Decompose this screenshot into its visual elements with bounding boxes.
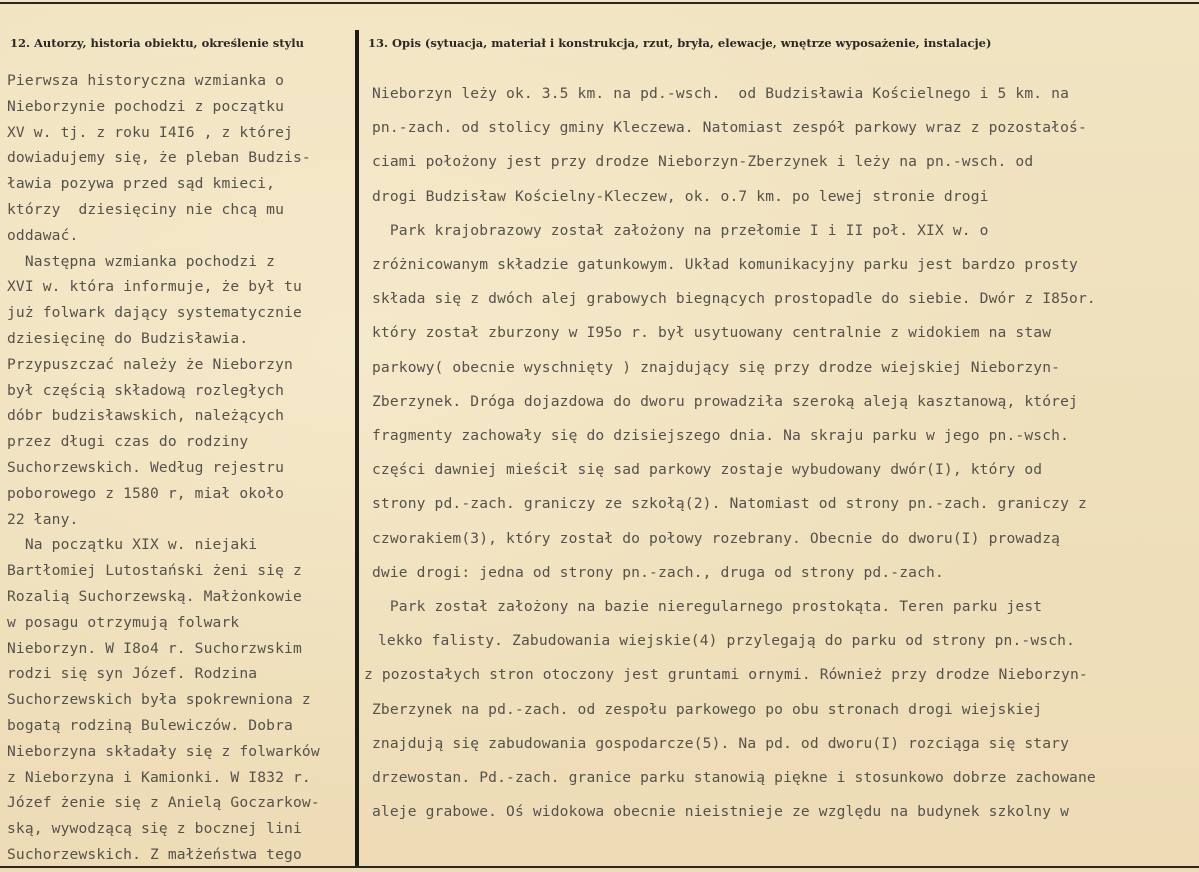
column-divider: [355, 30, 359, 868]
description-line: Park został założony na bazie nieregularnego prostokąta. Teren parku jest: [372, 598, 1043, 615]
description-line: dwie drogi: jedna od strony pn.-zach., druga od strony pd.-zach.: [372, 563, 944, 581]
history-line: oddawać.: [7, 226, 79, 244]
history-line: Przypuszczać należy że Nieborzyn: [7, 355, 293, 373]
history-line: 22 łany.: [7, 510, 79, 528]
description-line: Park krajobrazowy został założony na przełomie I i II poł. XIX w. o: [372, 221, 989, 239]
bottom-rule: [0, 866, 1199, 868]
history-line: Bartłomiej Lutostański żeni się z: [7, 562, 302, 580]
history-line: Nieborzyn. W I8o4 r. Suchorzwskim: [7, 639, 302, 657]
history-line: Józef żenie się z Anielą Goczarkow-: [7, 794, 320, 812]
section-13-header: 13. Opis (sytuacja, materiał i konstrukcja, rzut, bryła, elewacje, wnętrze wyposażenie, instalacje): [368, 36, 992, 50]
description-line: który został zburzony w I95o r. był usytuowany centralnie z widokiem na staw: [372, 324, 1052, 342]
description-line: zróżnicowanym składzie gatunkowym. Układ komunikacyjny parku jest bardzo prosty: [372, 256, 1078, 273]
history-line: Pierwsza historyczna wzmianka o: [7, 72, 285, 89]
history-line: ską, wywodzącą się z bocznej lini: [7, 820, 302, 838]
description-line: parkowy( obecnie wyschnięty ) znajdujący się przy drodze wiejskiej Nieborzyn-: [372, 358, 1061, 376]
description-line: lekko falisty. Zabudowania wiejskie(4) przylegają do parku od strony pn.-wsch.: [378, 632, 1076, 650]
history-line: dóbr budzisławskich, należących: [7, 407, 285, 425]
history-line: Rozalią Suchorzewską. Małżonkowie: [7, 588, 302, 605]
description-line: składa się z dwóch alej grabowych biegnących prostopadle do siebie. Dwór z I85or.: [372, 290, 1096, 308]
description-line: ciami położony jest przy drodze Nieborzyn-Zberzynek i leży na pn.-wsch. od: [372, 153, 1034, 171]
history-line: dowiadujemy się, że pleban Budzis-: [7, 149, 311, 167]
history-line: dziesięcinę do Budzisławia.: [7, 330, 249, 347]
description-line: znajdują się zabudowania gospodarcze(5). Na pd. od dworu(I) rozciąga się stary: [372, 734, 1070, 752]
description-line: czworakiem(3), który został do połowy rozebrany. Obecnie do dworu(I) prowadzą: [372, 529, 1061, 547]
history-line: w posagu otrzymują folwark: [7, 613, 240, 631]
description-line: z pozostałych stron otoczony jest gruntami ornymi. Również przy drodze Nieborzyn-: [364, 666, 1088, 684]
history-line: rodzi się syn Józef. Rodzina: [7, 665, 258, 683]
history-line: XVI w. która informuje, że był tu: [7, 278, 302, 296]
history-line: Następna wzmianka pochodzi z: [7, 252, 276, 270]
section-12-header: 12. Autorzy, historia obiektu, określenie stylu: [10, 36, 304, 50]
history-line: XV w. tj. z roku I4I6 , z której: [7, 123, 293, 141]
description-line: drzewostan. Pd.-zach. granice parku stanowią piękne i stosunkowo dobrze zachowane: [372, 769, 1096, 786]
history-line: Suchorzewskich. Z małżeństwa tego: [7, 846, 302, 863]
description-line: części dawniej mieścił się sad parkowy zostaje wybudowany dwór(I), który od: [372, 461, 1043, 479]
history-line: Na początku XIX w. niejaki: [7, 536, 258, 554]
description-line: strony pd.-zach. graniczy ze szkołą(2). Natomiast od strony pn.-zach. graniczy z: [372, 495, 1087, 513]
history-line: już folwark dający systematycznie: [7, 304, 302, 322]
description-line: drogi Budzisław Kościelny-Kleczew, ok. o.7 km. po lewej stronie drogi: [372, 187, 989, 205]
description-line: Zberzynek. Dróga dojazdowa do dworu prowadziła szeroką aleją kasztanową, której: [372, 392, 1078, 410]
description-line: fragmenty zachowały się do dzisiejszego dnia. Na skraju parku w jego pn.-wsch.: [372, 427, 1070, 444]
history-line: którzy dziesięciny nie chcą mu: [7, 201, 285, 218]
top-rule: [0, 2, 1199, 4]
history-line: Nieborzyna składały się z folwarków: [7, 742, 320, 760]
description-line: pn.-zach. od stolicy gminy Kleczewa. Natomiast zespół parkowy wraz z pozostałoś-: [372, 119, 1087, 137]
history-line: bogatą rodziną Bulewiczów. Dobra: [7, 717, 293, 734]
history-line: Suchorzewskich była spokrewniona z: [7, 691, 311, 709]
history-line: przez długi czas do rodziny: [7, 433, 249, 451]
history-line: ławia pozywa przed sąd kmieci,: [7, 175, 276, 193]
history-line: poborowego z 1580 r, miał około: [7, 484, 285, 502]
history-line: z Nieborzyna i Kamionki. W I832 r.: [7, 768, 311, 786]
description-line: Nieborzyn leży ok. 3.5 km. na pd.-wsch. od Budzisławia Kościelnego i 5 km. na: [372, 85, 1070, 102]
history-line: Nieborzynie pochodzi z początku: [7, 97, 285, 115]
description-line: Zberzynek na pd.-zach. od zespołu parkowego po obu stronach drogi wiejskiej: [372, 700, 1043, 718]
description-line: aleje grabowe. Oś widokowa obecnie nieistnieje ze względu na budynek szkolny w: [372, 803, 1070, 821]
history-line: był częścią składową rozległych: [7, 381, 285, 399]
history-line: Suchorzewskich. Według rejestru: [7, 459, 285, 476]
